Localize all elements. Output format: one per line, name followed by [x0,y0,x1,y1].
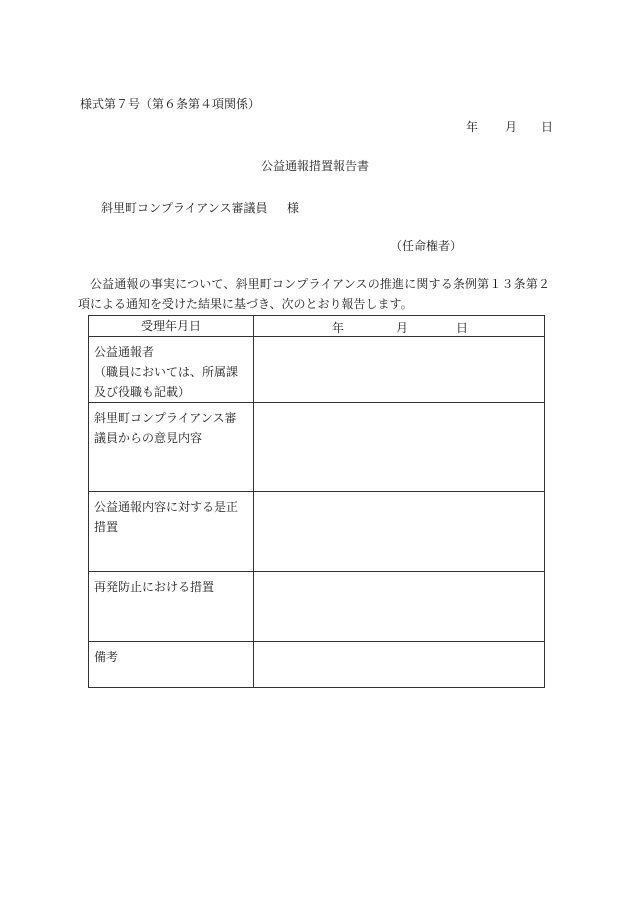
row-label-remarks [89,642,254,688]
label-line: 公益通報者 [94,345,155,359]
received-date-year: 年 [332,321,345,335]
table-row [89,572,545,642]
row-label-whistleblower [89,337,254,403]
label-line: 公益通報内容に対する是正 [94,500,239,514]
label-line: 備考 [94,650,119,664]
label-line: 議員からの意見内容 [94,431,203,445]
table-row [89,492,545,572]
table-row [89,337,545,403]
received-date-day: 日 [456,321,469,335]
appointer-label: （任命権者） [390,239,463,253]
table-row [89,642,545,688]
row-value-opinion[interactable] [254,403,545,492]
label-line: 斜里町コンプライアンス審 [94,411,237,425]
row-value-whistleblower[interactable] [254,337,545,403]
label-line: 再発防止における措置 [94,580,215,594]
addressee-honorific: 様 [287,201,300,215]
table-row-received-date [89,316,545,337]
row-label-opinion [89,403,254,492]
date-year-label: 年 [466,120,479,134]
report-table [88,315,545,688]
received-date-value[interactable] [254,316,545,337]
received-date-label: 受理年月日 [89,316,254,337]
label-line: 措置 [94,520,119,534]
received-date-month: 月 [396,321,409,335]
label-line: 及び役職も記載） [94,385,191,399]
form-number: 様式第７号（第６条第４項関係） [80,97,261,111]
addressee-name: 斜里町コンプライアンス審議員 [101,201,268,215]
row-value-remarks[interactable] [254,642,545,688]
document-title: 公益通報措置報告書 [260,159,369,173]
row-label-corrective-action [89,492,254,572]
row-value-prevention[interactable] [254,572,545,642]
label-line: （職員においては、所属課 [94,365,239,379]
table-row [89,403,545,492]
date-month-label: 月 [505,120,518,134]
date-day-label: 日 [541,120,554,134]
row-label-prevention [89,572,254,642]
body-paragraph: 公益通報の事実について、斜里町コンプライアンスの推進に関する条例第１３条第２項による通知を受けた結果に基づき、次のとおり報告します。 [78,277,550,311]
row-value-corrective-action[interactable] [254,492,545,572]
